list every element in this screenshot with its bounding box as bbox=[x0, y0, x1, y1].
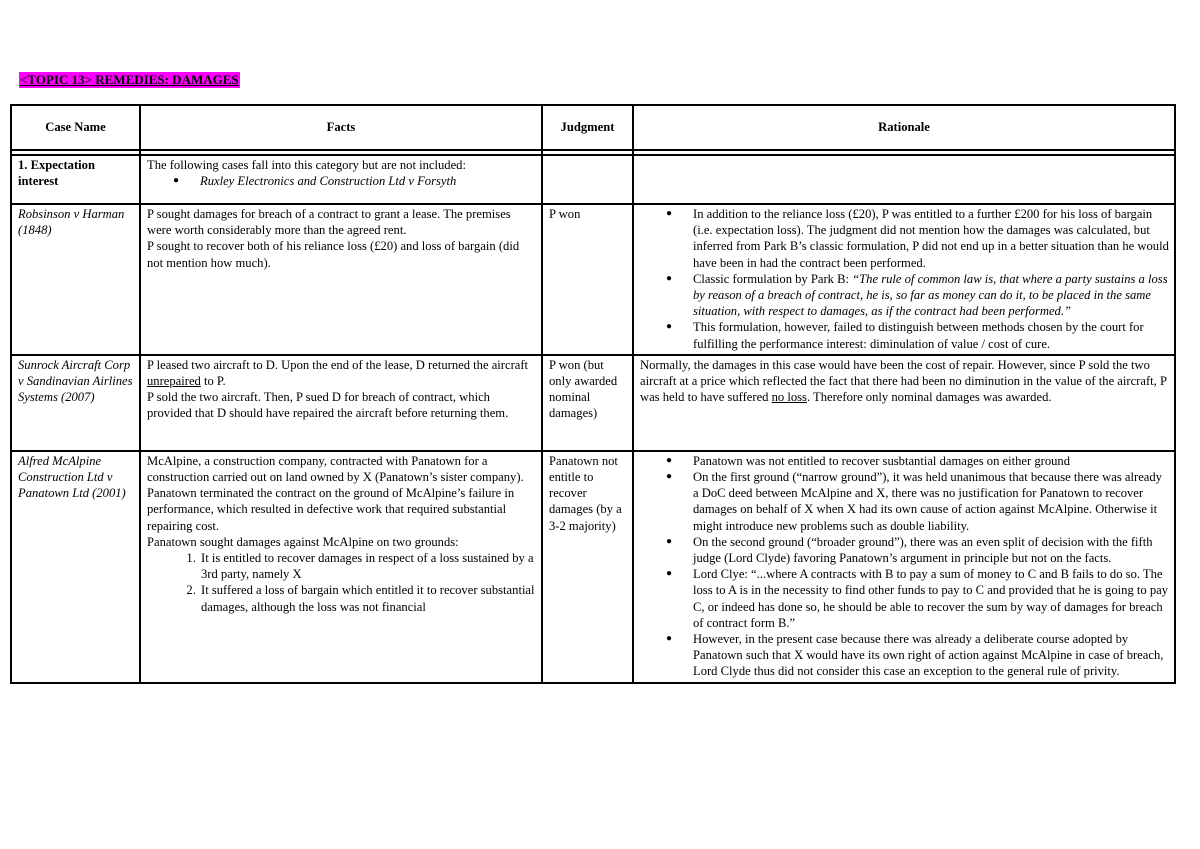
list-item: ● On the second ground (“broader ground”), there was an even split of decision with the fifth judge (Lord Clyde) favoring Panatown’s argument in principle but not on the facts. bbox=[693, 534, 1169, 566]
col-header-facts: Facts bbox=[140, 105, 542, 150]
judgment-cell: P won (but only awarded nominal damages) bbox=[542, 355, 633, 451]
list-item: ● In addition to the reliance loss (£20), P was entitled to a further £200 for his loss of bargain (i.e. expectation loss). The judgment did not mention how the damages was calculated, but inferred from Park B’s classic formulation, P did not end up in a better situation than he would have been in had the contract been performed. bbox=[693, 206, 1169, 271]
col-header-case-name: Case Name bbox=[11, 105, 140, 150]
list-item: ● Panatown was not entitled to recover susbtantial damages on either ground bbox=[693, 453, 1169, 469]
table-row bbox=[11, 155, 1175, 204]
header-row bbox=[11, 105, 1175, 150]
facts-cell bbox=[140, 155, 542, 204]
rationale-text: Normally, the damages in this case would have been the cost of repair. However, since P sold the two aircraft at a price which reflected the fact that there had been no diminution in the value of the aircraft, P was held to have suffered bbox=[640, 357, 1167, 405]
facts-text: Panatown sought damages against McAlpine on two grounds: bbox=[147, 534, 459, 549]
rationale-cell bbox=[633, 204, 1175, 355]
rationale-text: . Therefore only nominal damages was awarded. bbox=[806, 390, 1052, 405]
list-item: ● On the first ground (“narrow ground”), it was held unanimous that because there was already a DoC deed between McAlpine and X, there was no justification for Panatown to recover damages on behalf of X when X had its own cause of action against McAlpine. Otherwise it might introduce new problems such as double liability. bbox=[693, 469, 1169, 534]
rationale-text: Classic formulation by Park B: bbox=[693, 271, 853, 286]
table-row bbox=[11, 355, 1175, 451]
facts-text-part: to P. bbox=[200, 374, 226, 389]
facts-text: P sold the two aircraft. Then, P sued D for breach of contract, which provided that D should have repaired the aircraft before returning them. bbox=[147, 390, 509, 421]
list-item bbox=[693, 271, 1169, 320]
quote-text: “The rule of common law is, that where a party sustains a loss by reason of a breach of contract, he is, so far as money can do it, to be placed in the same situation, with respect to damages, as if the contract had been performed.” bbox=[693, 271, 1168, 319]
table-row bbox=[11, 451, 1175, 683]
col-header-rationale: Rationale bbox=[633, 105, 1175, 150]
facts-cell bbox=[140, 204, 542, 355]
case-name-cell: 1. Expectation interest bbox=[11, 155, 140, 204]
rationale-cell bbox=[633, 155, 1175, 204]
facts-text bbox=[147, 357, 536, 389]
list-item: ● However, in the present case because there was already a deliberate course adopted by Panatown such that X would have its own right of action against McAlpine in case of breach, Lord Clyde thus did not consider this case an exception to the general rule of privity. bbox=[693, 631, 1169, 680]
table-row bbox=[11, 204, 1175, 355]
list-item: 2. It suffered a loss of bargain which entitled it to recover substantial damages, although the loss was not financial bbox=[199, 582, 536, 614]
case-name-cell: Sunrock Aircraft Corp v Sandinavian Airlines Systems (2007) bbox=[11, 355, 140, 451]
case-name-cell: Robsinson v Harman (1848) bbox=[11, 204, 140, 355]
list-item: ● Ruxley Electronics and Construction Ltd v Forsyth bbox=[200, 173, 536, 189]
judgment-cell: Panatown not entitle to recover damages (by a 3-2 majority) bbox=[542, 451, 633, 683]
list-item: ● Lord Clye: “...where A contracts with B to pay a sum of money to C and B fails to do so. The loss to A is in the necessity to find other funds to pay to C and provided that he is going to pay C, or indeed has done so, he should be able to recover the sum by way of damages for breach of contract form B.” bbox=[693, 566, 1169, 631]
cases-table bbox=[10, 104, 1176, 684]
underlined-text: unrepaired bbox=[147, 374, 201, 389]
list-item: 1. It is entitled to recover damages in respect of a loss sustained by a 3rd party, namely X bbox=[199, 550, 536, 582]
case-name-cell: Alfred McAlpine Construction Ltd v Panatown Ltd (2001) bbox=[11, 451, 140, 683]
judgment-cell: P won bbox=[542, 204, 633, 355]
underlined-text: no loss bbox=[771, 390, 807, 405]
facts-cell bbox=[140, 451, 542, 683]
facts-cell bbox=[140, 355, 542, 451]
facts-text: P sought to recover both of his reliance loss (£20) and loss of bargain (did not mention how much). bbox=[147, 239, 520, 270]
topic-heading: <TOPIC 13> REMEDIES: DAMAGES bbox=[20, 72, 239, 87]
rationale-cell bbox=[633, 355, 1175, 451]
rationale-cell bbox=[633, 451, 1175, 683]
facts-text: The following cases fall into this category but are not included: bbox=[147, 158, 466, 172]
facts-text-part: P leased two aircraft to D. Upon the end of the lease, D returned the aircraft bbox=[147, 357, 529, 372]
list-item: ● This formulation, however, failed to distinguish between methods chosen by the court for fulfilling the performance interest: diminulation of value / cost of cure. bbox=[693, 319, 1169, 351]
facts-text: McAlpine, a construction company, contracted with Panatown for a construction carried out on land owned by X (Panatown’s sister company). Panatown terminated the contract on the ground of McAlpine’s failure in performance, which resulted in defective work that required substantial repairing cost. bbox=[147, 453, 524, 533]
col-header-judgment: Judgment bbox=[542, 105, 633, 150]
facts-text: P sought damages for breach of a contract to grant a lease. The premises were worth considerably more than the agreed rent. bbox=[147, 207, 511, 238]
judgment-cell bbox=[542, 155, 633, 204]
